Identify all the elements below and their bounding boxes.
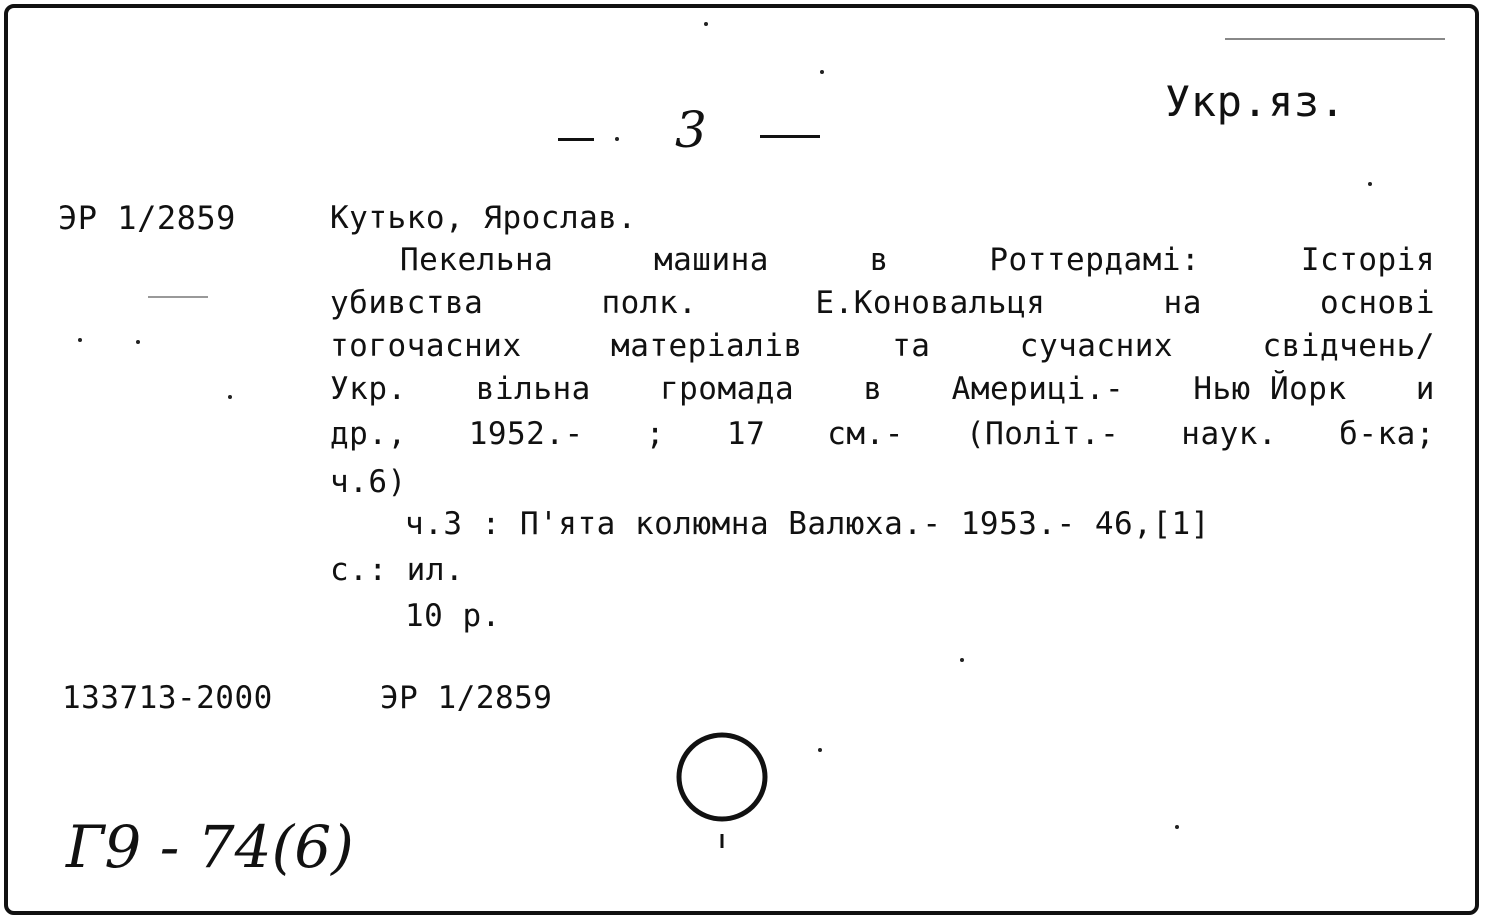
speck [228,395,232,399]
word: Пекельна [400,242,554,278]
punch-hole-ring [664,722,784,852]
scan-line [1225,38,1445,40]
page-dash-left [558,138,594,141]
word: Нью Йорк [1193,371,1347,407]
speck [136,340,140,344]
speck [1175,825,1179,829]
word: 17 [726,416,766,452]
word: б-ка; [1339,416,1435,452]
word: вільна [475,371,591,407]
word: громада [659,371,795,407]
page-number: 3 [675,101,707,159]
word: 1952.- [468,416,584,452]
word: машина [653,242,769,278]
call-number: ЭР 1/2859 [58,199,236,237]
series-end: ч.6) [330,464,407,500]
handwritten-code: Г9 - 74(6) [66,813,354,881]
word: тогочасних [330,328,522,364]
speck [1368,182,1372,186]
author-heading: Кутько, Ярослав. [330,200,637,236]
word: Е.Коновальця [815,285,1046,321]
volume-line: ч.3 : П'ята колюмна Валюха.- 1953.- 46,[1] [405,506,1210,542]
word: Америці.- [951,371,1125,407]
word: свідчень/ [1262,328,1435,364]
word: полк. [601,285,698,321]
word: в [869,242,889,278]
price: 10 р. [405,598,501,634]
speck [818,748,822,752]
word: др., [330,416,407,452]
word: на [1163,285,1202,321]
word: Укр. [330,371,407,407]
footer-call-number: ЭР 1/2859 [380,680,553,716]
footer-code: 133713-2000 [62,680,273,716]
word: Роттердамі: [989,242,1201,278]
word: и [1415,371,1435,407]
title-line-2 [330,283,1435,323]
word: наук. [1181,416,1278,452]
title-line-5 [330,414,1435,454]
word: та [892,328,931,364]
page-dash-right [760,135,820,138]
speck [960,658,964,662]
word: Історія [1300,242,1435,278]
word: сучасних [1019,328,1174,364]
title-line-1 [400,240,1435,280]
pages-line: с.: ил. [330,552,465,588]
speck [78,338,82,342]
page-dot [615,137,619,141]
title-line-3 [330,326,1435,366]
scan-line [148,296,208,298]
word: ; [645,416,665,452]
speck [704,22,708,26]
subject-heading: Укр.яз. [1165,77,1346,126]
word: матеріалів [611,328,803,364]
word: см.- [827,416,904,452]
speck [820,70,824,74]
word: основі [1320,285,1435,321]
word: убивства [330,285,484,321]
word: в [863,371,883,407]
title-line-4 [330,369,1435,409]
word: (Політ.- [965,416,1120,452]
